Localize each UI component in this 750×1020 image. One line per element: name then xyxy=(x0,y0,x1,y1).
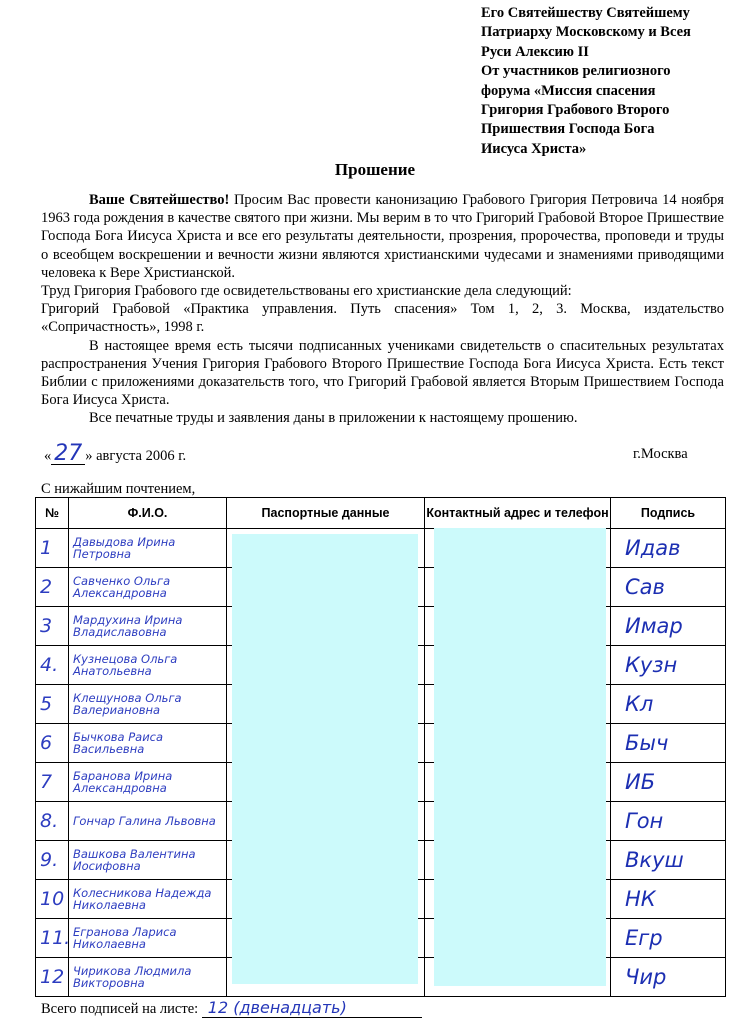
row-fio: Бычкова Раиса Васильевна xyxy=(69,724,227,763)
row-number: 11. xyxy=(36,919,69,958)
total-signatures xyxy=(41,998,422,1018)
row-fio: Баранова Ирина Александровна xyxy=(69,763,227,802)
row-number: 1 xyxy=(36,529,69,568)
greeting: Ваше Святейшество! xyxy=(89,192,230,208)
addressee-block xyxy=(481,4,741,159)
row-number: 7 xyxy=(36,763,69,802)
row-fio: Савченко Ольга Александровна xyxy=(69,568,227,607)
row-signature: Гон xyxy=(611,802,726,841)
row-number: 3 xyxy=(36,607,69,646)
addressee-line: Пришествия Господа Бога xyxy=(481,121,655,138)
document-title: Прошение xyxy=(334,160,416,179)
addressee-line: Патриарху Московскому и Всея xyxy=(481,24,691,41)
redacted-passport-data xyxy=(232,534,418,984)
row-signature: Вкуш xyxy=(611,841,726,880)
paragraph-3: Григорий Грабовой «Практика управления. Путь спасения» Том 1, 2, 3. Москва, издательство «Сопричастность», 1998 г. xyxy=(41,301,724,336)
header-fio: Ф.И.О. xyxy=(69,498,227,529)
addressee-line: От участников религиозного xyxy=(481,63,671,80)
row-signature: Быч xyxy=(611,724,726,763)
row-fio: Кузнецова Ольга Анатольевна xyxy=(69,646,227,685)
row-signature: ИБ xyxy=(611,763,726,802)
table-header-row xyxy=(36,498,726,529)
row-fio: Колесникова Надежда Николаевна xyxy=(69,880,227,919)
row-number: 6 xyxy=(36,724,69,763)
date-day-handwritten: 27 xyxy=(51,444,85,465)
row-number: 10 xyxy=(36,880,69,919)
header-passport: Паспортные данные xyxy=(227,498,425,529)
redacted-contact-data xyxy=(434,528,606,986)
paragraph-1 xyxy=(41,191,724,282)
addressee-line: Иисуса Христа» xyxy=(481,140,587,157)
row-number: 12 xyxy=(36,958,69,997)
row-signature: Сав xyxy=(611,568,726,607)
row-signature: Егр xyxy=(611,919,726,958)
total-label: Всего подписей на листе: xyxy=(41,1001,199,1017)
row-number: 5 xyxy=(36,685,69,724)
row-fio: Клещунова Ольга Валериановна xyxy=(69,685,227,724)
addressee-line: Григория Грабового Второго xyxy=(481,102,670,119)
row-fio: Мардухина Ирина Владиславовна xyxy=(69,607,227,646)
row-fio: Вашкова Валентина Иосифовна xyxy=(69,841,227,880)
paragraph-5: Все печатные труды и заявления даны в приложении к настоящему прошению. xyxy=(89,410,578,427)
row-number: 8. xyxy=(36,802,69,841)
header-contact: Контактный адрес и телефон xyxy=(425,498,611,529)
addressee-line: форума «Миссия спасения xyxy=(481,82,656,99)
row-fio: Гончар Галина Львовна xyxy=(69,802,227,841)
date-line xyxy=(44,441,187,466)
row-signature: Кузн xyxy=(611,646,726,685)
header-number: № xyxy=(36,498,69,529)
closing-line: С нижайшим почтением, xyxy=(41,481,196,497)
row-number: 2 xyxy=(36,568,69,607)
paragraph-2: Труд Григория Грабового где освидетельствованы его христианские дела следующий: xyxy=(41,283,572,300)
row-fio: Егранова Лариса Николаевна xyxy=(69,919,227,958)
row-signature: НК xyxy=(611,880,726,919)
row-number: 4. xyxy=(36,646,69,685)
total-value-handwritten: 12 (двенадцать) xyxy=(202,998,422,1018)
paragraph-1-text: Просим Вас провести канонизацию Грабового Григория Петровича 14 ноября 1963 года рождения в качестве святого при жизни. Мы верим в то что Григорий Грабовой Второе Пришествие Господа Бога Иисуса Христа и все его результаты деятельности, прозрения, пророчества, проповеди и труды о всеобщем воскрешении и вечности жизни являются христианскими чудесами и знамениями приводящими человека к Вере Христианской. xyxy=(41,192,724,281)
row-signature: Идав xyxy=(611,529,726,568)
date-open-quote: « xyxy=(44,448,52,464)
addressee-line: Его Святейшеству Святейшему xyxy=(481,5,690,21)
row-signature: Имар xyxy=(611,607,726,646)
row-signature: Кл xyxy=(611,685,726,724)
city: г.Москва xyxy=(633,446,688,462)
date-rest: » августа 2006 г. xyxy=(85,448,187,464)
header-signature: Подпись xyxy=(611,498,726,529)
petition-body xyxy=(41,191,724,428)
addressee-line: Руси Алексию II xyxy=(481,43,589,60)
row-fio: Чирикова Людмила Викторовна xyxy=(69,958,227,997)
row-number: 9. xyxy=(36,841,69,880)
row-fio: Давыдова Ирина Петровна xyxy=(69,529,227,568)
row-signature: Чир xyxy=(611,958,726,997)
paragraph-4: В настоящее время есть тысячи подписанных учениками свидетельств о спасительных результатах распространения Учения Григория Грабового Второго Пришествие Господа Бога Иисуса Христа. Есть текст Библии с приложениями доказательств того, что Григорий Грабовой является Вторым Пришествием Господа Бога Иисуса Христа. xyxy=(41,337,724,409)
